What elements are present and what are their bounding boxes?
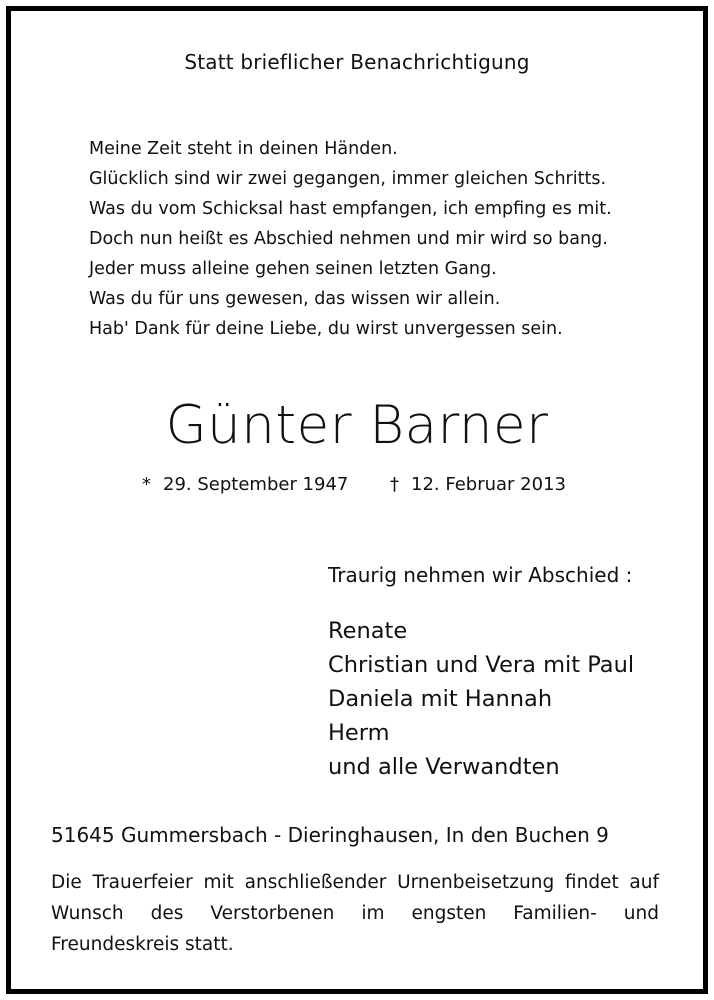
death-date [390,474,566,495]
family-list [328,614,634,784]
address: 51645 Gummersbach - Dieringhausen, In den Buchen 9 [51,823,609,847]
death-date-text: 12. Februar 2013 [411,474,566,495]
verse-line: Was du vom Schicksal hast empfangen, ich empfing es mit. [89,199,612,219]
mourning-line: Traurig nehmen wir Abschied : [328,563,633,587]
verse-line: Hab' Dank für deine Liebe, du wirst unvergessen sein. [89,319,563,339]
family-member: und alle Verwandten [328,754,560,780]
death-cross-icon: † [390,474,399,495]
family-member: Christian und Vera mit Paul [328,652,635,678]
verse-line: Doch nun heißt es Abschied nehmen und mir wird so bang. [89,229,608,249]
notice-header: Statt brieflicher Benachrichtigung [184,50,530,74]
verse-line: Jeder muss alleine gehen seinen letzten Gang. [89,259,497,279]
birth-date-text: 29. September 1947 [163,474,349,495]
verse-line: Meine Zeit steht in deinen Händen. [89,139,398,159]
birth-star-icon: * [142,474,151,495]
deceased-name: Günter Barner [165,395,549,456]
verse-line: Was du für uns gewesen, das wissen wir allein. [89,289,501,309]
service-info: Die Trauerfeier mit anschließender Urnenbeisetzung findet auf Wunsch des Verstorbenen im engsten Familien- und Freundeskreis statt. [51,872,659,955]
family-member: Herm [328,720,390,746]
family-member: Daniela mit Hannah [328,686,553,712]
verse-line: Glücklich sind wir zwei gegangen, immer gleichen Schritts. [89,169,607,189]
birth-date [142,474,348,495]
family-member: Renate [328,618,408,644]
verse [89,134,612,344]
